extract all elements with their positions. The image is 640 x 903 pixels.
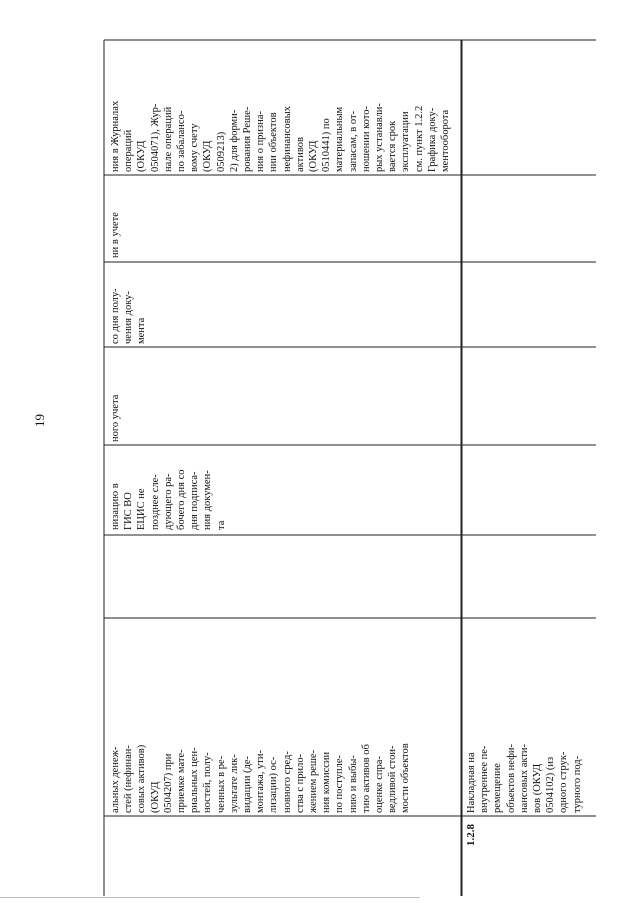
page-number: 19: [32, 414, 47, 427]
cell-account-note: ни в учете: [110, 212, 121, 258]
cell-accounting: ного учета: [110, 394, 121, 442]
cell-receipt-term: со дня полу- чения доку- мента: [110, 288, 148, 344]
cell-deadline: низацию в ГИС ВО ЕЦИС не позднее сле- дующего ра- бочего дня со дня подписа- ния докумен- та: [110, 469, 227, 530]
row-number: 1.2.8: [465, 824, 477, 846]
cell-waybill: Накладная на внутреннее пе- ремещение объектов нефи- нансовых акти- вов (ОКУД 0504102) (из одного струк- турного под-: [466, 743, 583, 813]
scan-edge: [0, 897, 420, 898]
cell-journals: ния в Журналах операций (ОКУД 0504071), Жур- нале операций по забалансо- вому счету (ОКУД 0509213) 2) для форми- рования Реше- ния о призна- нии объектов нефинансовых активов (ОКУД 0510441) по материальным запасам, в от- ношении кото- рых устанавли- вается срок эксплуатации см. пункт 1.2.2 Графика доку- ментооборота: [110, 100, 452, 172]
cell-document-description: альных денеж- стей (нефинан- совых активов) (ОКУД 0504207) при приемке мате- риальных цен- ностей, полу- ченных в ре- зультате лик- видации (де- монтажа, ути- лизации) ос- новного сред- ства с прило- жением реше- ния комиссии по поступле- нию и выбы- тию активов об оценке спра- ведливой стои- мости объектов: [110, 743, 412, 813]
